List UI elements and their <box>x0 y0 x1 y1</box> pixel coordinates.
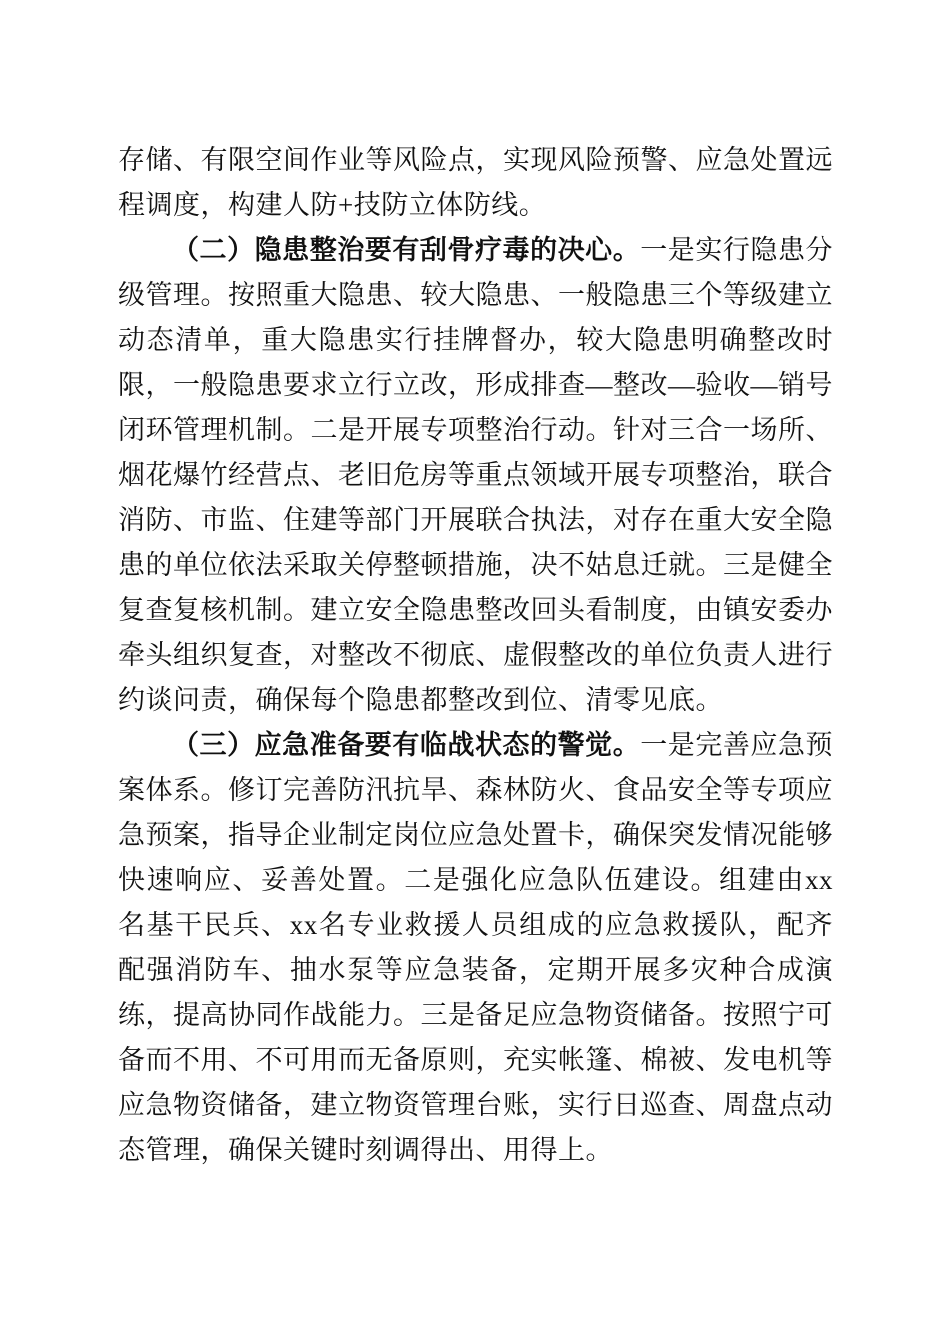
section-2-heading: （二）隐患整治要有刮骨疗毒的决心。 <box>172 235 641 265</box>
section-3-heading: （三）应急准备要有临战状态的警觉。 <box>172 730 641 760</box>
paragraph-continuation <box>118 138 833 228</box>
document-body <box>118 138 833 1173</box>
paragraph-section-2 <box>118 228 833 723</box>
paragraph-section-2-text: 一是实行隐患分级管理。按照重大隐患、较大隐患、一般隐患三个等级建立动态清单，重大隐患实行挂牌督办，较大隐患明确整改时限，一般隐患要求立行立改，形成排查—整改—验收—销号闭环管理机制。二是开展专项整治行动。针对三合一场所、烟花爆竹经营点、老旧危房等重点领域开展专项整治，联合消防、市监、住建等部门开展联合执法，对存在重大安全隐患的单位依法采取关停整顿措施，决不姑息迁就。三是健全复查复核机制。建立安全隐患整改回头看制度，由镇安委办牵头组织复查，对整改不彻底、虚假整改的单位负责人进行约谈问责，确保每个隐患都整改到位、清零见底。 <box>118 235 834 715</box>
paragraph-section-3 <box>118 723 833 1173</box>
paragraph-continuation-text: 存储、有限空间作业等风险点，实现风险预警、应急处置远程调度，构建人防+技防立体防线。 <box>118 145 833 220</box>
paragraph-section-3-text: 一是完善应急预案体系。修订完善防汛抗旱、森林防火、食品安全等专项应急预案，指导企业制定岗位应急处置卡，确保突发情况能够快速响应、妥善处置。二是强化应急队伍建设。组建由xx名基干民兵、xx名专业救援人员组成的应急救援队，配齐配强消防车、抽水泵等应急装备，定期开展多灾种合成演练，提高协同作战能力。三是备足应急物资储备。按照宁可备而不用、不可用而无备原则，充实帐篷、棉被、发电机等应急物资储备，建立物资管理台账，实行日巡查、周盘点动态管理，确保关键时刻调得出、用得上。 <box>118 730 834 1165</box>
